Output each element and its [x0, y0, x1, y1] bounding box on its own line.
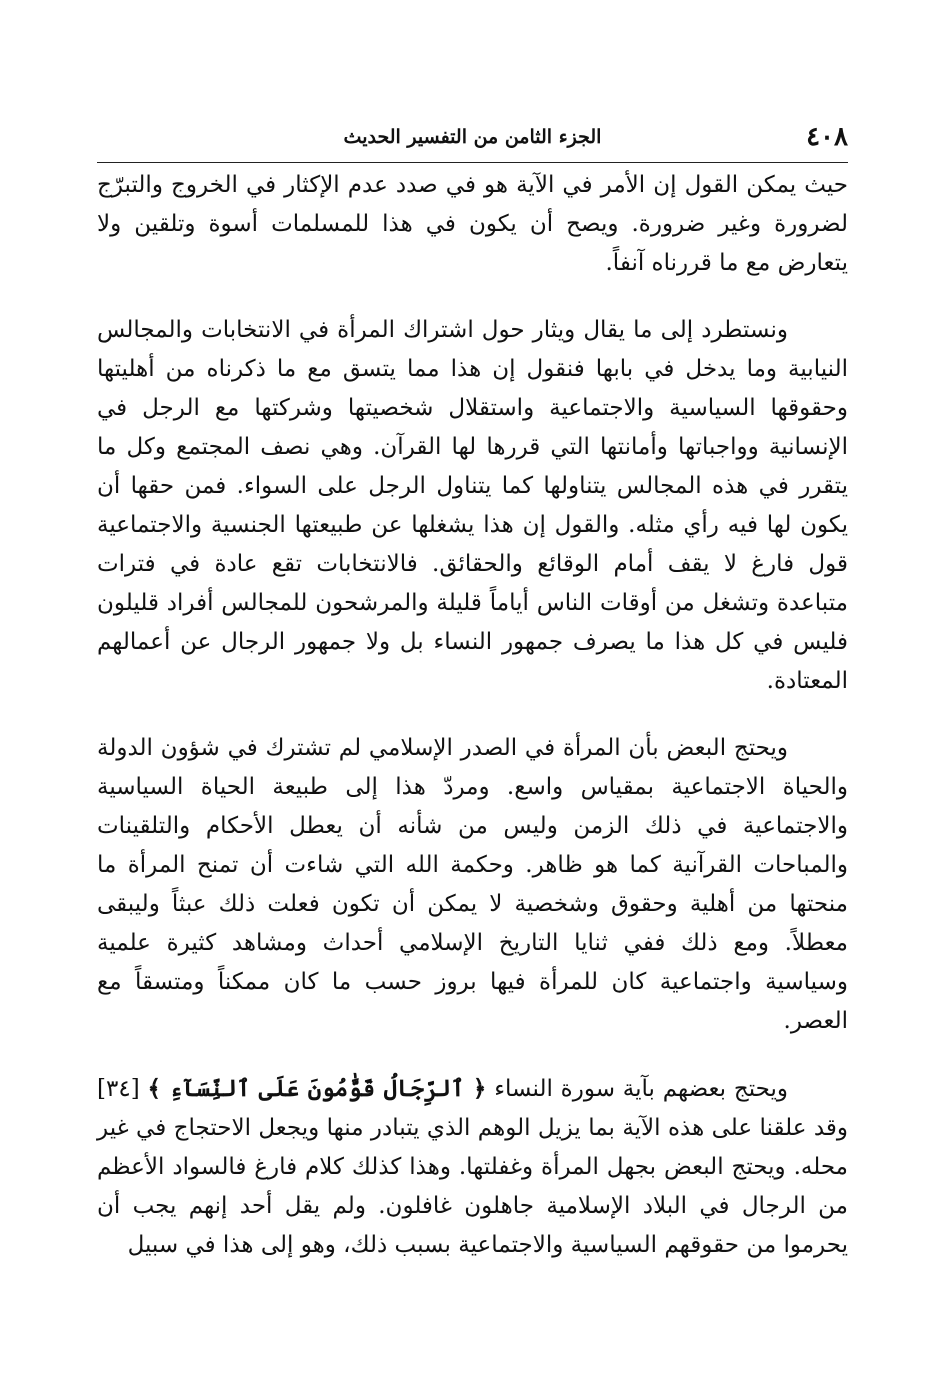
paragraph-4	[97, 1069, 848, 1265]
paragraph-4-rest: [٣٤] وقد علقنا على هذه الآية بما يزيل الوهم الذي يتبادر منها ويجعل الاحتجاج في غير محله. ويحتج البعض بجهل المرأة وغفلتها. وهذا كذلك كلام فارغ فالسواد الأعظم من الرجال في البلاد الإسلامية جاهلون غافلون. ولم يقل أحد إنهم يجب أن يحرموا من حقوقهم السياسية والاجتماعية بسبب ذلك، وهو إلى هذا في سبيل	[97, 1076, 848, 1258]
body-text	[97, 166, 848, 1293]
paragraph-1: حيث يمكن القول إن الأمر في الآية هو في صدد عدم الإكثار في الخروج والتبرّج لضرورة وغير ضرورة. ويصح أن يكون في هذا للمسلمات أسوة وتلقين ولا يتعارض مع ما قررناه آنفاً.	[97, 172, 848, 276]
page-number: ٤٠٨	[806, 122, 848, 152]
running-title: الجزء الثامن من التفسير الحديث	[343, 126, 602, 148]
quran-verse: ﴿ ٱلرِّجَالُ قَوَّٰمُونَ عَلَى ٱلنِّسَآءِ ﴾	[147, 1075, 487, 1102]
paragraph-4-lead: ويحتج بعضهم بآية سورة النساء	[494, 1076, 788, 1102]
paragraph-3: ويحتج البعض بأن المرأة في الصدر الإسلامي لم تشترك في شؤون الدولة والحياة الاجتماعية بمقياس واسع. ومردّ هذا إلى طبيعة الحياة السياسية والاجتماعية في ذلك الزمن وليس من شأنه أن يعطل الأحكام والتلقينات والمباحات القرآنية كما هو ظاهر. وحكمة الله التي شاءت أن تمنح المرأة ما منحتها من أهلية وحقوق وشخصية لا يمكن أن تكون فعلت ذلك عبثاً وليبقى معطلاً. ومع ذلك ففي ثنايا التاريخ الإسلامي أحداث ومشاهد كثيرة علمية وسياسية واجتماعية كان للمرأة فيها بروز حسب ما كان ممكناً ومتسقاً مع العصر.	[97, 735, 848, 1034]
page-header	[97, 112, 848, 163]
paragraph-2: ونستطرد إلى ما يقال ويثار حول اشتراك المرأة في الانتخابات والمجالس النيابية وما يدخل في بابها فنقول إن هذا مما يتسق مع ما ذكرناه من أهليتها وحقوقها السياسية والاجتماعية واستقلال شخصيتها وشركتها مع الرجل في الإنسانية وواجباتها وأمانتها التي قررها لها القرآن. وهي نصف المجتمع وكل ما يتقرر في هذه المجالس يتناولها كما يتناول الرجل على السواء. فمن حقها أن يكون لها فيه رأي مثله. والقول إن هذا يشغلها عن طبيعتها الجنسية والاجتماعية قول فارغ لا يقف أمام الوقائع والحقائق. فالانتخابات تقع عادة في فترات متباعدة وتشغل من أوقات الناس أياماً قليلة والمرشحون للمجالس أفراد قليلون فليس في كل هذا ما يصرف جمهور النساء بل ولا جمهور الرجال عن أعمالهم المعتادة.	[97, 317, 848, 694]
